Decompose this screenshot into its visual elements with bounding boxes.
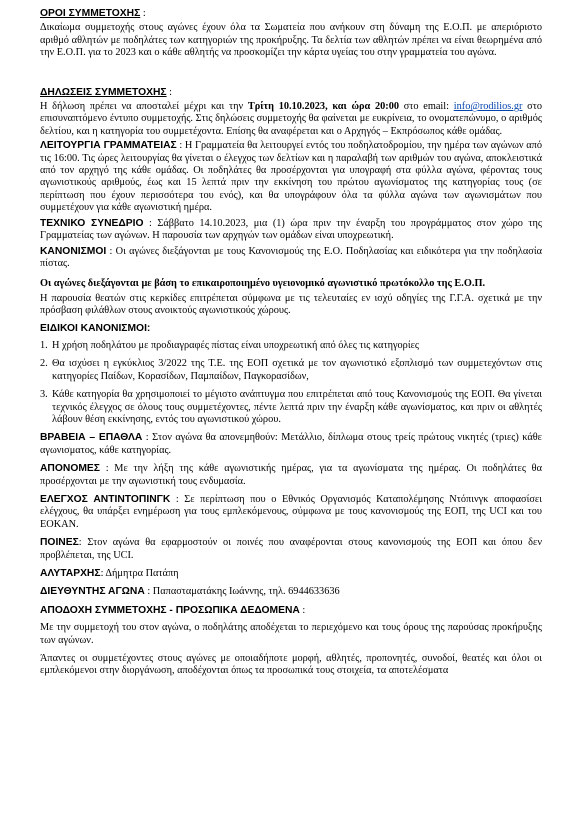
consent-heading-line xyxy=(40,605,542,617)
penalties-text: : Στον αγώνα θα εφαρμοστούν οι ποινές που αναφέρονται στους κανονισμούς της ΕΟΠ και όπου δεν προβλέπεται, της UCI. xyxy=(40,537,542,561)
declarations-deadline: Τρίτη 10.10.2023, και ώρα 20:00 xyxy=(247,101,399,113)
rule-number: 1. xyxy=(40,339,48,351)
declarations-heading: ΔΗΛΩΣΕΙΣ ΣΥΜΜΕΤΟΧΗΣ xyxy=(40,86,167,98)
special-heading: ΕΙΔΙΚΟΙ ΚΑΝΟΝΙΣΜΟΙ: xyxy=(40,322,151,334)
protocol-text: Η παρουσία θεατών στις κερκίδες επιτρέπεται σύμφωνα με τις τελευταίες εν ισχύ οδηγίες της Γ.Γ.Α. σχετικά με την πρόσβαση φιλάθλων στους ανοικτούς αγωνιστικούς χώρους. xyxy=(40,292,542,317)
declarations-colon: : xyxy=(166,86,173,98)
antidoping-heading: ΕΛΕΓΧΟΣ ΑΝΤΙΝΤΟΠΙΝΓΚ xyxy=(40,494,171,505)
email-link[interactable]: info@rodilios.gr xyxy=(453,101,523,113)
rule-text: Η χρήση ποδηλάτου με προδιαγραφές πίστας είναι υποχρεωτική από όλες τις κατηγορίες xyxy=(52,339,419,351)
ceremonies-text: : Με την λήξη της κάθε αγωνιστικής ημέρας, για τα αγωνίσματα της ημέρας. Οι ποδηλάτες θα προσέρχονται με την αγωνιστική τους ενδυμασία. xyxy=(40,463,542,487)
ceremonies-heading: ΑΠΟΝΟΜΕΣ xyxy=(40,463,100,475)
secretariat-section xyxy=(40,140,542,214)
declarations-heading-line xyxy=(40,87,542,99)
technical-text: : Σάββατο 14.10.2023, μια (1) ώρα πριν την έναρξη του προγράμματος στον χώρο της Γραμματείας των αγώνων. Η παρουσία των αρχηγών των ομάδων είναι υποχρεωτική. xyxy=(40,217,543,242)
protocol-bold: Οι αγώνες διεξάγονται με βάση το επικαιροποιημένο υγειονομικό αγωνιστικό πρωτόκολλο της Ε.Ο.Π. xyxy=(40,278,486,290)
regulations-section xyxy=(40,246,542,271)
awards-text: : Στον αγώνα θα απονεμηθούν: Μετάλλιο, δίπλωμα στους τρείς πρώτους νικητές (τριες) κάθε αγωνισματος, κάθε κατηγορίας. xyxy=(40,432,542,456)
special-rules-list xyxy=(40,340,542,426)
consent-text-2: Άπαντες οι συμμετέχοντες στους αγώνες με οποιαδήποτε μορφή, αθλητές, προπονητές, συνοδοί, θεατές και όλοι οι εμπλεκόμενοι στην διοργάνωση, αποδέχονται όπως τα προσωπικά τους στοιχεία, τα αποτελέσματα xyxy=(40,653,542,677)
participation-heading-line xyxy=(40,8,542,20)
participation-text: Δικαίωμα συμμετοχής στους αγώνες έχουν όλα τα Σωματεία που ανήκουν στη δύναμη της Ε.Ο.Π. με απεριόριστο αριθμό αθλητών με ποδηλάτες των κατηγοριών της προκήρυξης. Τα δελτία των αθλητών πρέπει να είναι θεωρημένα από την Ε.Ο.Π. για το 2023 και ο κάθε αθλητής να προσκομίζει την κάρτα υγείας του στην γραμματεία του αγώνα. xyxy=(40,22,542,59)
participation-colon: : xyxy=(140,8,146,19)
special-rule-item xyxy=(40,340,542,352)
referee-heading: ΑΛΥΤΑΡΧΗΣ xyxy=(40,568,101,580)
secretariat-text: : Η Γραμματεία θα λειτουργεί εντός του ποδηλατοδρομίου, την ημέρα των αγώνων από τις 16:00. Τις ώρες λειτουργίας θα γίνεται ο έλεγχος των δελτίων και η παραλαβή των αριθμών του αγώνα, αποκλειστικά από τον αρχηγό της κάθε ομάδας. Οι ποδηλάτες θα προσέρχονται για υπογραφή στα φύλλα αγώνα, φέροντας τους αγωνιστικούς αριθμούς, έως και 15 λεπτά πριν την εκκίνηση του πρώτου αγωνίσματος της κατηγορίας τους (σε περίπτωση που έχουν περισσότερα του ενός), και θα υπογράφουν όλα τα φύλλα αγώνα των αγωνισμάτων που συμμετέχουν για κάθε αγωνιστική ημέρα. xyxy=(40,140,542,214)
awards-section xyxy=(40,432,542,457)
rule-number: 3. xyxy=(40,389,48,401)
regulations-heading: ΚΑΝΟΝΙΣΜΟΙ xyxy=(40,245,107,257)
consent-text-1: Με την συμμετοχή του στον αγώνα, ο ποδηλάτης αποδέχεται το περιεχόμενο και τους όρους της παρούσας προκήρυξης των αγώνων. xyxy=(40,622,542,646)
technical-section xyxy=(40,218,542,243)
rule-text: Κάθε κατηγορία θα χρησιμοποιεί το μέγιστο ανάπτυγμα που επιτρέπεται από τους Κανονισμούς της ΕΟΠ. Θα γίνεται τεχνικός έλεγχος σε όλους τους συμμετέχοντες, πέντε λεπτά πριν την έναρξη κάθε αγωνίσματος, και πριν οι αθλητές λάβουν θέση εκκίνησης, εντός του αγωνιστικού χώρου. xyxy=(52,389,542,425)
declarations-mid: στο email: xyxy=(399,101,454,113)
special-rule-item xyxy=(40,358,542,383)
antidoping-section xyxy=(40,494,542,531)
declarations-pre: Η δήλωση πρέπει να αποσταλεί μέχρι και την xyxy=(40,101,248,113)
participation-heading: ΟΡΟΙ ΣΥΜΜΕΤΟΧΗΣ xyxy=(40,8,141,19)
awards-heading: ΒΡΑΒΕΙΑ – ΕΠΑΘΛΑ xyxy=(40,432,143,444)
regulations-text: : Οι αγώνες διεξάγονται με τους Κανονισμούς της Ε.Ο. Ποδηλασίας και ειδικότερα για την ποδηλασία πίστας. xyxy=(40,245,542,269)
technical-heading: ΤΕΧΝΙΚΟ ΣΥΝΕΔΡΙΟ xyxy=(40,217,144,229)
rule-text: Θα ισχύσει η εγκύκλιος 3/2022 της Τ.Ε. της ΕΟΠ σχετικά με τον αγωνιστικό εξοπλισμό των συμμετεχόντων στις κατηγορίες Παίδων, Κορασίδων, Παμπαίδων, Παγκορασίδων, xyxy=(52,358,542,382)
declarations-text xyxy=(40,101,542,138)
director-text: : Παπασταματάκης Ιωάννης, τηλ. 6944633636 xyxy=(144,586,340,598)
referee-section xyxy=(40,568,542,580)
antidoping-text: : Σε περίπτωση που ο Εθνικός Οργανισμός Καταπολέμησης Ντόπινγκ αποφασίσει ελέγχους, θα υπάρξει ενημέρωση για τους εμπλεκόμενους, σύμφωνα με τους κανονισμούς της ΕΟΠ, της UCI και του ΕΟΚΑΝ. xyxy=(40,494,542,530)
penalties-section xyxy=(40,537,542,562)
ceremonies-section xyxy=(40,463,542,488)
director-section xyxy=(40,586,542,598)
secretariat-heading: ΛΕΙΤΟΥΡΓΙΑ ΓΡΑΜΜΑΤΕΙΑΣ xyxy=(40,140,177,152)
director-heading: ΔΙΕΥΘΥΝΤΗΣ ΑΓΩΝΑ xyxy=(40,586,145,598)
consent-colon: : xyxy=(299,604,306,616)
declarations-post: στο επισυναπτόμενο έντυπο συμμετοχής. Στις δηλώσεις συμμετοχής θα φαίνεται με ευκρίνεια, το ονοματεπώνυμο, ο αριθμός δελτίου, και η κατηγορία του συμμετέχοντα. Επίσης θα αναφέρεται και ο Αρχηγός – Εκπρόσωπος κάθε ομάδας. xyxy=(40,101,542,137)
referee-text: : Δήμητρα Πατάπη xyxy=(100,568,179,580)
special-rule-item xyxy=(40,389,542,426)
rule-number: 2. xyxy=(40,358,48,370)
consent-heading: ΑΠΟΔΟΧΗ ΣΥΜΜΕΤΟΧΗΣ - ΠΡΟΣΩΠΙΚΑ ΔΕΔΟΜΕΝΑ xyxy=(40,604,300,616)
penalties-heading: ΠΟΙΝΕΣ xyxy=(40,537,79,549)
